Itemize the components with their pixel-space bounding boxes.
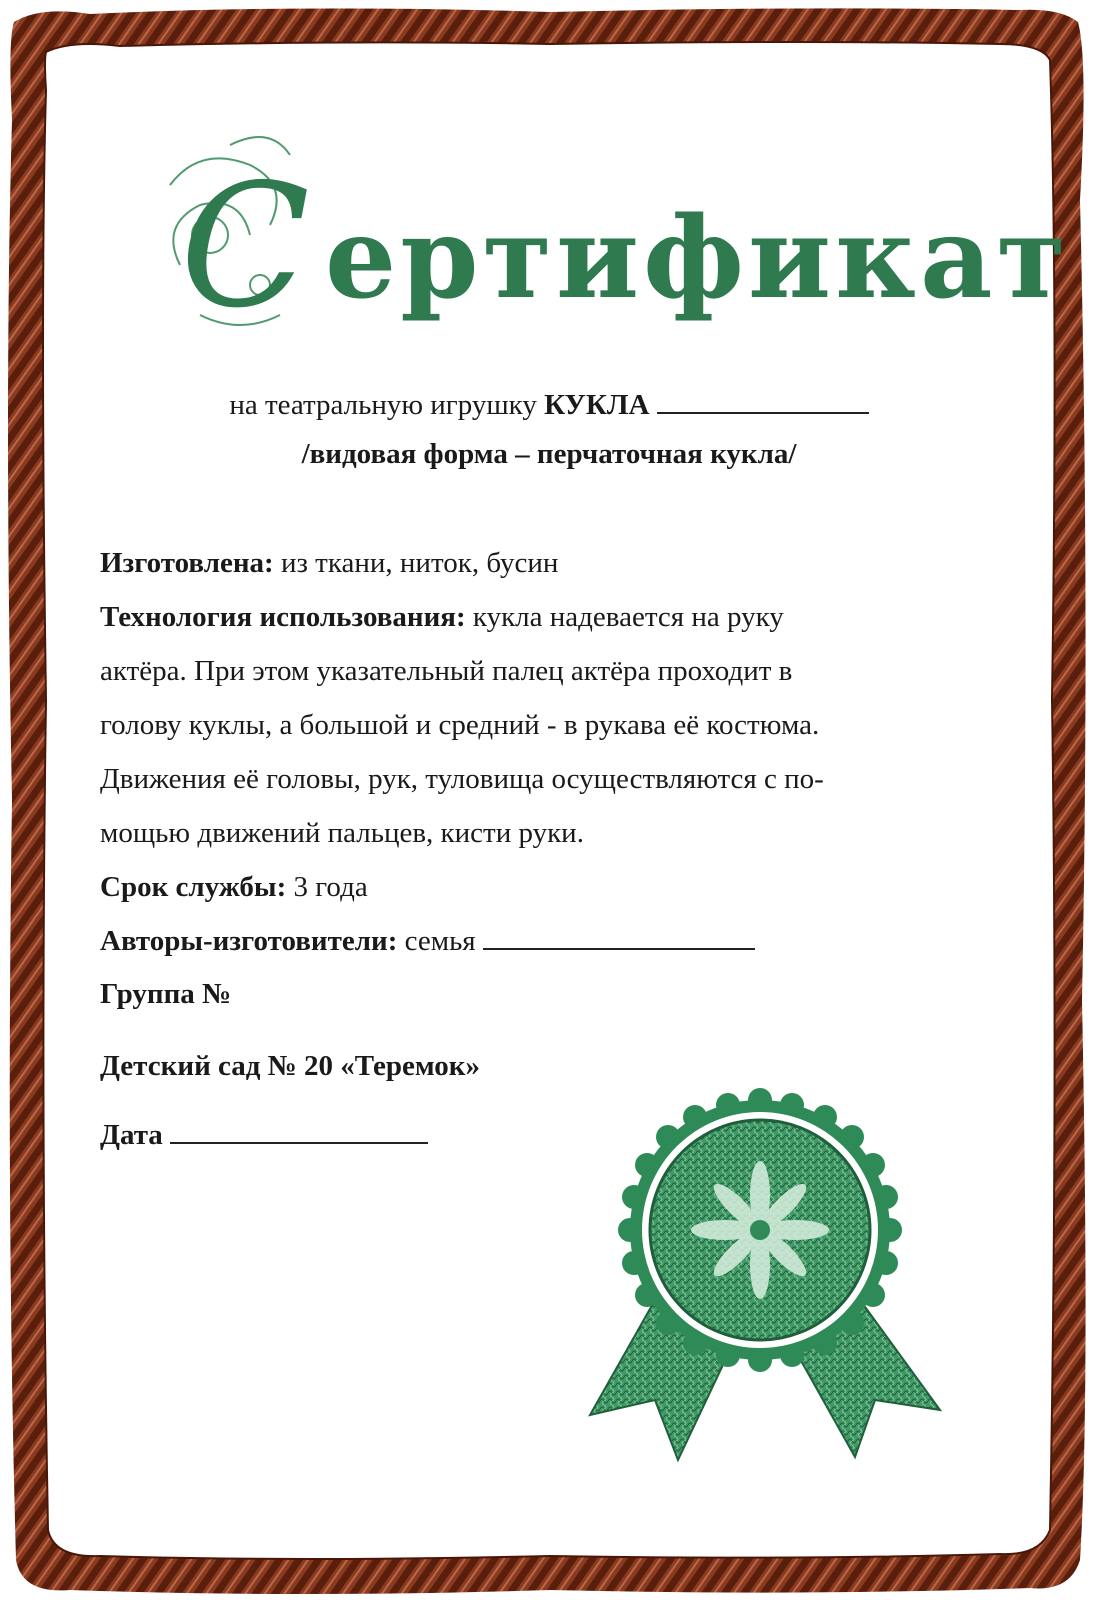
title-rest-glyphs: ертификат [325, 193, 1070, 324]
date-label: Дата [100, 1119, 163, 1151]
made-row [100, 536, 950, 590]
technology-line: голову куклы, а большой и средний - в рукава её костюма. [100, 709, 820, 741]
subtitle-item: КУКЛА [544, 389, 650, 421]
authors-row [100, 914, 950, 968]
kindergarten-field: Детский сад № 20 «Теремок» [100, 1050, 481, 1082]
technology-line: Движения её головы, рук, туловища осуществляются с по- [100, 763, 824, 795]
certificate-body [100, 536, 950, 968]
item-name-blank [657, 386, 869, 414]
subtitle-prefix: на театральную игрушку [229, 389, 537, 421]
service-value: 3 года [293, 871, 368, 903]
service-row [100, 860, 950, 914]
authors-value: семья [404, 925, 476, 957]
technology-line: мощью движений пальцев, кисти руки. [100, 817, 584, 849]
service-label: Срок службы: [100, 871, 287, 903]
authors-label: Авторы-изготовители: [100, 925, 398, 957]
made-value: из ткани, ниток, бусин [280, 547, 559, 579]
green-seal-icon [560, 1085, 990, 1485]
subtitle-form: /видовая форма – перчаточная кукла/ [301, 438, 797, 470]
date-field [100, 1118, 428, 1152]
technology-row [100, 590, 950, 644]
authors-blank [483, 924, 755, 950]
group-field: Группа № [100, 978, 232, 1010]
technology-line: актёра. При этом указательный палец актёра проходит в [100, 655, 793, 687]
certificate-title [140, 115, 1070, 365]
date-blank [170, 1118, 428, 1144]
title-initial-glyph: С [180, 148, 311, 346]
technology-label: Технология использования: [100, 601, 466, 633]
subtitle-line [0, 386, 1098, 422]
made-label: Изготовлена: [100, 547, 274, 579]
technology-line: кукла надевается на руку [472, 601, 784, 633]
